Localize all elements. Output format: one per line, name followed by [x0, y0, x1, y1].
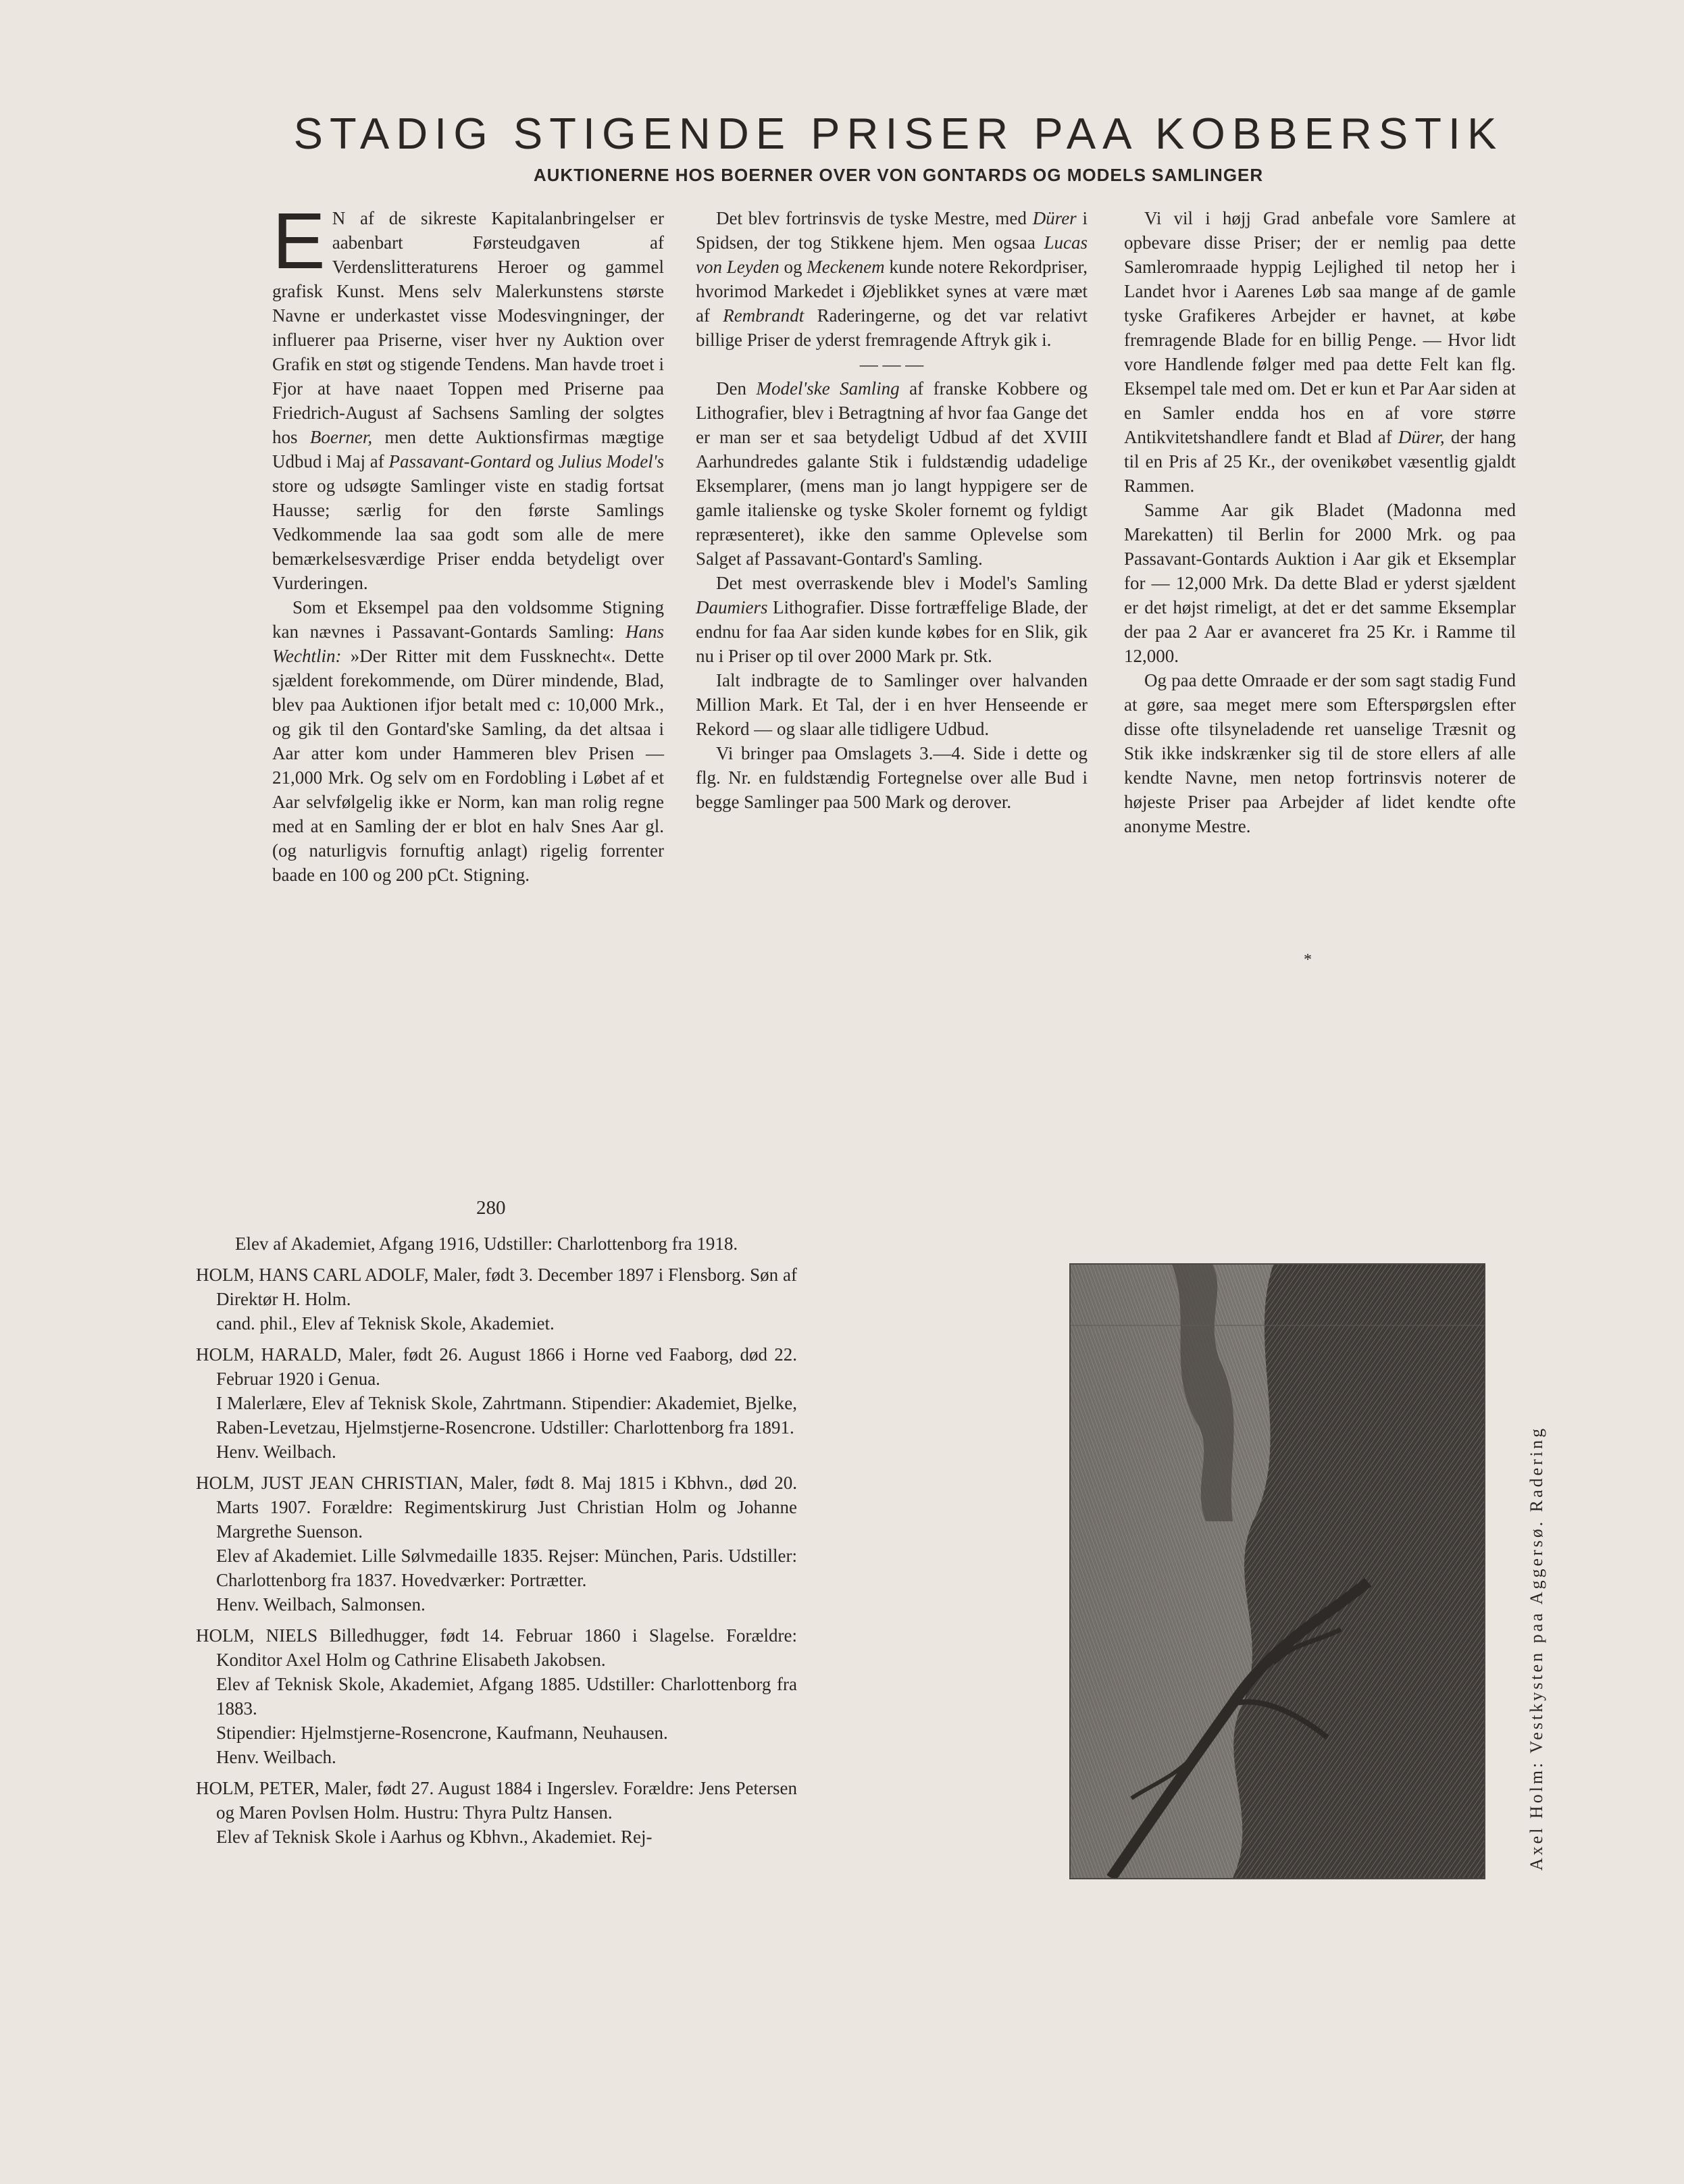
paragraph: Ialt indbragte de to Samlinger over halvanden Million Mark. Et Tal, der i en hver Henseende er Rekord — og slaar alle tidligere Udbud.: [696, 670, 1088, 739]
entry-detail: Stipendier: Hjelmstjerne-Rosencrone, Kaufmann, Neuhausen.: [216, 1723, 668, 1743]
entry-detail: Henv. Weilbach.: [216, 1442, 336, 1462]
entry-detail: cand. phil., Elev af Teknisk Skole, Akademiet.: [216, 1313, 555, 1334]
drop-cap: E: [272, 197, 326, 286]
article-subtitle: AUKTIONERNE HOS BOERNER OVER VON GONTARDS OG MODELS SAMLINGER: [533, 165, 1264, 185]
entry-list: [196, 1263, 797, 1849]
entry-heading: HOLM, JUST JEAN CHRISTIAN, Maler, født 8. Maj 1815 i Kbhvn., død 20. Marts 1907. Forældre: Regimentskirurg Just Christian Holm og Johanne Margrethe Suenson.: [196, 1473, 797, 1542]
article-column-3: [1124, 206, 1516, 838]
lexicon-entries: [196, 1231, 797, 1856]
entry-heading: HOLM, NIELS Billedhugger, født 14. Februar 1860 i Slagelse. Forældre: Konditor Axel Holm og Cathrine Elisabeth Jakobsen.: [196, 1625, 797, 1670]
article-column-1: [272, 197, 665, 887]
paragraph: Vi vil i højj Grad anbefale vore Samlere at opbevare disse Priser; der er nemlig paa dette Samleromraade hyppig Lejlighed til netop her i Landet hvor i Aarenes Løb saa mange af de gamle tyske Grafikeres Arbejder er havnet, at købe fremragende Blade for en billig Penge. — Hvor lidt vore Handlende følger med paa dette Felt kan flg. Eksempel tale med om. Det er kun et Par Aar siden at en Samler endda hos en af vore større Antikvitetshandlere fandt et Blad af Dürer, der hang til en Pris af 25 Kr., der ovenikøbet væsentlig gjaldt Rammen.: [1124, 208, 1516, 496]
paragraph: Samme Aar gik Bladet (Madonna med Marekatten) til Berlin for 2000 Mrk. og paa Passavant-Gontards Auktion i Aar gik et Eksemplar for — 12,000 Mrk. Da dette Blad er yderst sjældent er det højst rimeligt, at det er det samme Eksemplar der paa 2 Aar er avanceret fra 25 Kr. i Ramme til 12,000.: [1124, 500, 1516, 666]
paragraph: Som et Eksempel paa den voldsomme Stigning kan nævnes i Passavant-Gontards Samling: Hans Wechtlin: »Der Ritter mit dem Fussknecht«. Dette sjældent forekommende, om Dürer mindende, Blad, blev paa Auktionen ifjor betalt med c: 10,000 Mrk., og gik til den Gontard'ske Samling, da det altsaa i Aar atter kom under Hammeren blev Prisen — 21,000 Mrk. Og selv om en Fordobling i Løbet af et Aar selvfølgelig ikke er Norm, kan man rolig regne med at en Samling der er blot en halv Snes Aar gl. (og naturligvis fornuftig anlagt) rigelig forrenter baade en 100 og 200 pCt. Stigning.: [272, 597, 664, 885]
page-number: 280: [476, 1197, 506, 1219]
landscape-etching: [1071, 1265, 1484, 1878]
article-column-2: [696, 206, 1088, 814]
article-title: STADIG STIGENDE PRISER PAA KOBBERSTIK: [293, 109, 1504, 158]
entry-detail: I Malerlære, Elev af Teknisk Skole, Zahrtmann. Stipendier: Akademiet, Bjelke, Raben-Levetzau, Hjelmstjerne-Rosencrone. Udstiller: Charlottenborg fra 1891.: [216, 1393, 797, 1438]
etching-illustration: [1069, 1263, 1485, 1879]
entry-heading: HOLM, PETER, Maler, født 27. August 1884 i Ingerslev. Forældre: Jens Petersen og Maren Povlsen Holm. Hustru: Thyra Pultz Hansen.: [196, 1778, 797, 1823]
paragraph: Den Model'ske Samling af franske Kobbere og Lithografier, blev i Betragtning af hvor faa Gange det er man ser et saa betydeligt Udbud af det XVIII Aarhundredes galante Stik i fuldstændig udadelige Eksemplarer, (mens man jo langt hyppigere ser de gamle italienske og tyske Skoler fornemt og fyldigt repræsenteret), ikke den samme Oplevelse som Salget af Passavant-Gontard's Samling.: [696, 378, 1088, 569]
paragraph: Vi bringer paa Omslagets 3.—4. Side i dette og flg. Nr. en fuldstændig Fortegnelse over alle Bud i begge Samlinger paa 500 Mark og derover.: [696, 743, 1088, 812]
paragraph: E N af de sikreste Kapitalanbringelser er aabenbart Førsteudgaven af Verdenslitteraturens Heroer og gammel grafisk Kunst. Mens selv Malerkunstens største Navne er underkastet visse Modesvingninger, der influerer paa Priserne, viser hver ny Auktion over Grafik en støt og stigende Tendens. Man havde troet i Fjor at have naaet Toppen med Priserne paa Friedrich-August af Sachsens Samling der solgtes hos Boerner, men dette Auktionsfirmas mægtige Udbud i Maj af Passavant-Gontard og Julius Model's store og udsøgte Samlinger viste en stadig fortsat Hausse; særlig for den første Samlings Vedkommende laa saa godt som alle de mere bemærkelsesværdige Priser endda betydeligt over Vurderingen.: [272, 197, 665, 593]
lexicon-continuation: Elev af Akademiet, Afgang 1916, Udstiller: Charlottenborg fra 1918.: [235, 1234, 738, 1254]
paragraph: Det mest overraskende blev i Model's Samling Daumiers Lithografier. Disse fortræffelige Blade, der endnu for faa Aar siden kunde købes for en Slik, gik nu i Priser op til over 2000 Mark pr. Stk.: [696, 573, 1088, 666]
lexicon-entry: [196, 1776, 797, 1849]
lexicon-entry: [196, 1471, 797, 1617]
illustration-caption: Axel Holm: Vestkysten paa Aggersø. Radering: [1527, 1425, 1546, 1871]
paragraph: Og paa dette Omraade er der som sagt stadig Fund at gøre, saa meget mere som Efterspørgslen efter disse ofte tilsyneladende ret uanselige Træsnit og Stik ikke indskrænker sig til de store ellers af alle kendte Navne, men netop fortrinsvis noterer de højeste Priser paa Arbejder af lidet kendte ofte anonyme Mestre.: [1124, 670, 1516, 836]
entry-detail: Elev af Teknisk Skole, Akademiet, Afgang 1885. Udstiller: Charlottenborg fra 1883.: [216, 1674, 797, 1719]
entry-detail: Elev af Teknisk Skole i Aarhus og Kbhvn., Akademiet. Rej-: [216, 1827, 653, 1847]
entry-detail: Henv. Weilbach, Salmonsen.: [216, 1594, 426, 1615]
entry-heading: HOLM, HANS CARL ADOLF, Maler, født 3. December 1897 i Flensborg. Søn af Direktør H. Holm.: [196, 1265, 797, 1309]
paragraph: Det blev fortrinsvis de tyske Mestre, med Dürer i Spidsen, der tog Stikkene hjem. Men ogsaa Lucas von Leyden og Meckenem kunde notere Rekordpriser, hvorimod Markedet i Øjeblikket synes at være mæt af Rembrandt Raderingerne, og det var relativt billige Priser de yderst fremragende Aftryk gik i.: [696, 208, 1088, 350]
section-divider: — — —: [859, 354, 924, 374]
entry-heading: HOLM, HARALD, Maler, født 26. August 1866 i Horne ved Faaborg, død 22. Februar 1920 i Genua.: [196, 1344, 797, 1389]
entry-detail: Henv. Weilbach.: [216, 1747, 336, 1767]
lexicon-entry: [196, 1342, 797, 1464]
entry-detail: Elev af Akademiet. Lille Sølvmedaille 1835. Rejser: München, Paris. Udstiller: Charlottenborg fra 1837. Hovedværker: Portrætter.: [216, 1546, 797, 1590]
end-mark: *: [1304, 951, 1312, 969]
lexicon-entry: [196, 1263, 797, 1336]
lexicon-entry: [196, 1623, 797, 1769]
